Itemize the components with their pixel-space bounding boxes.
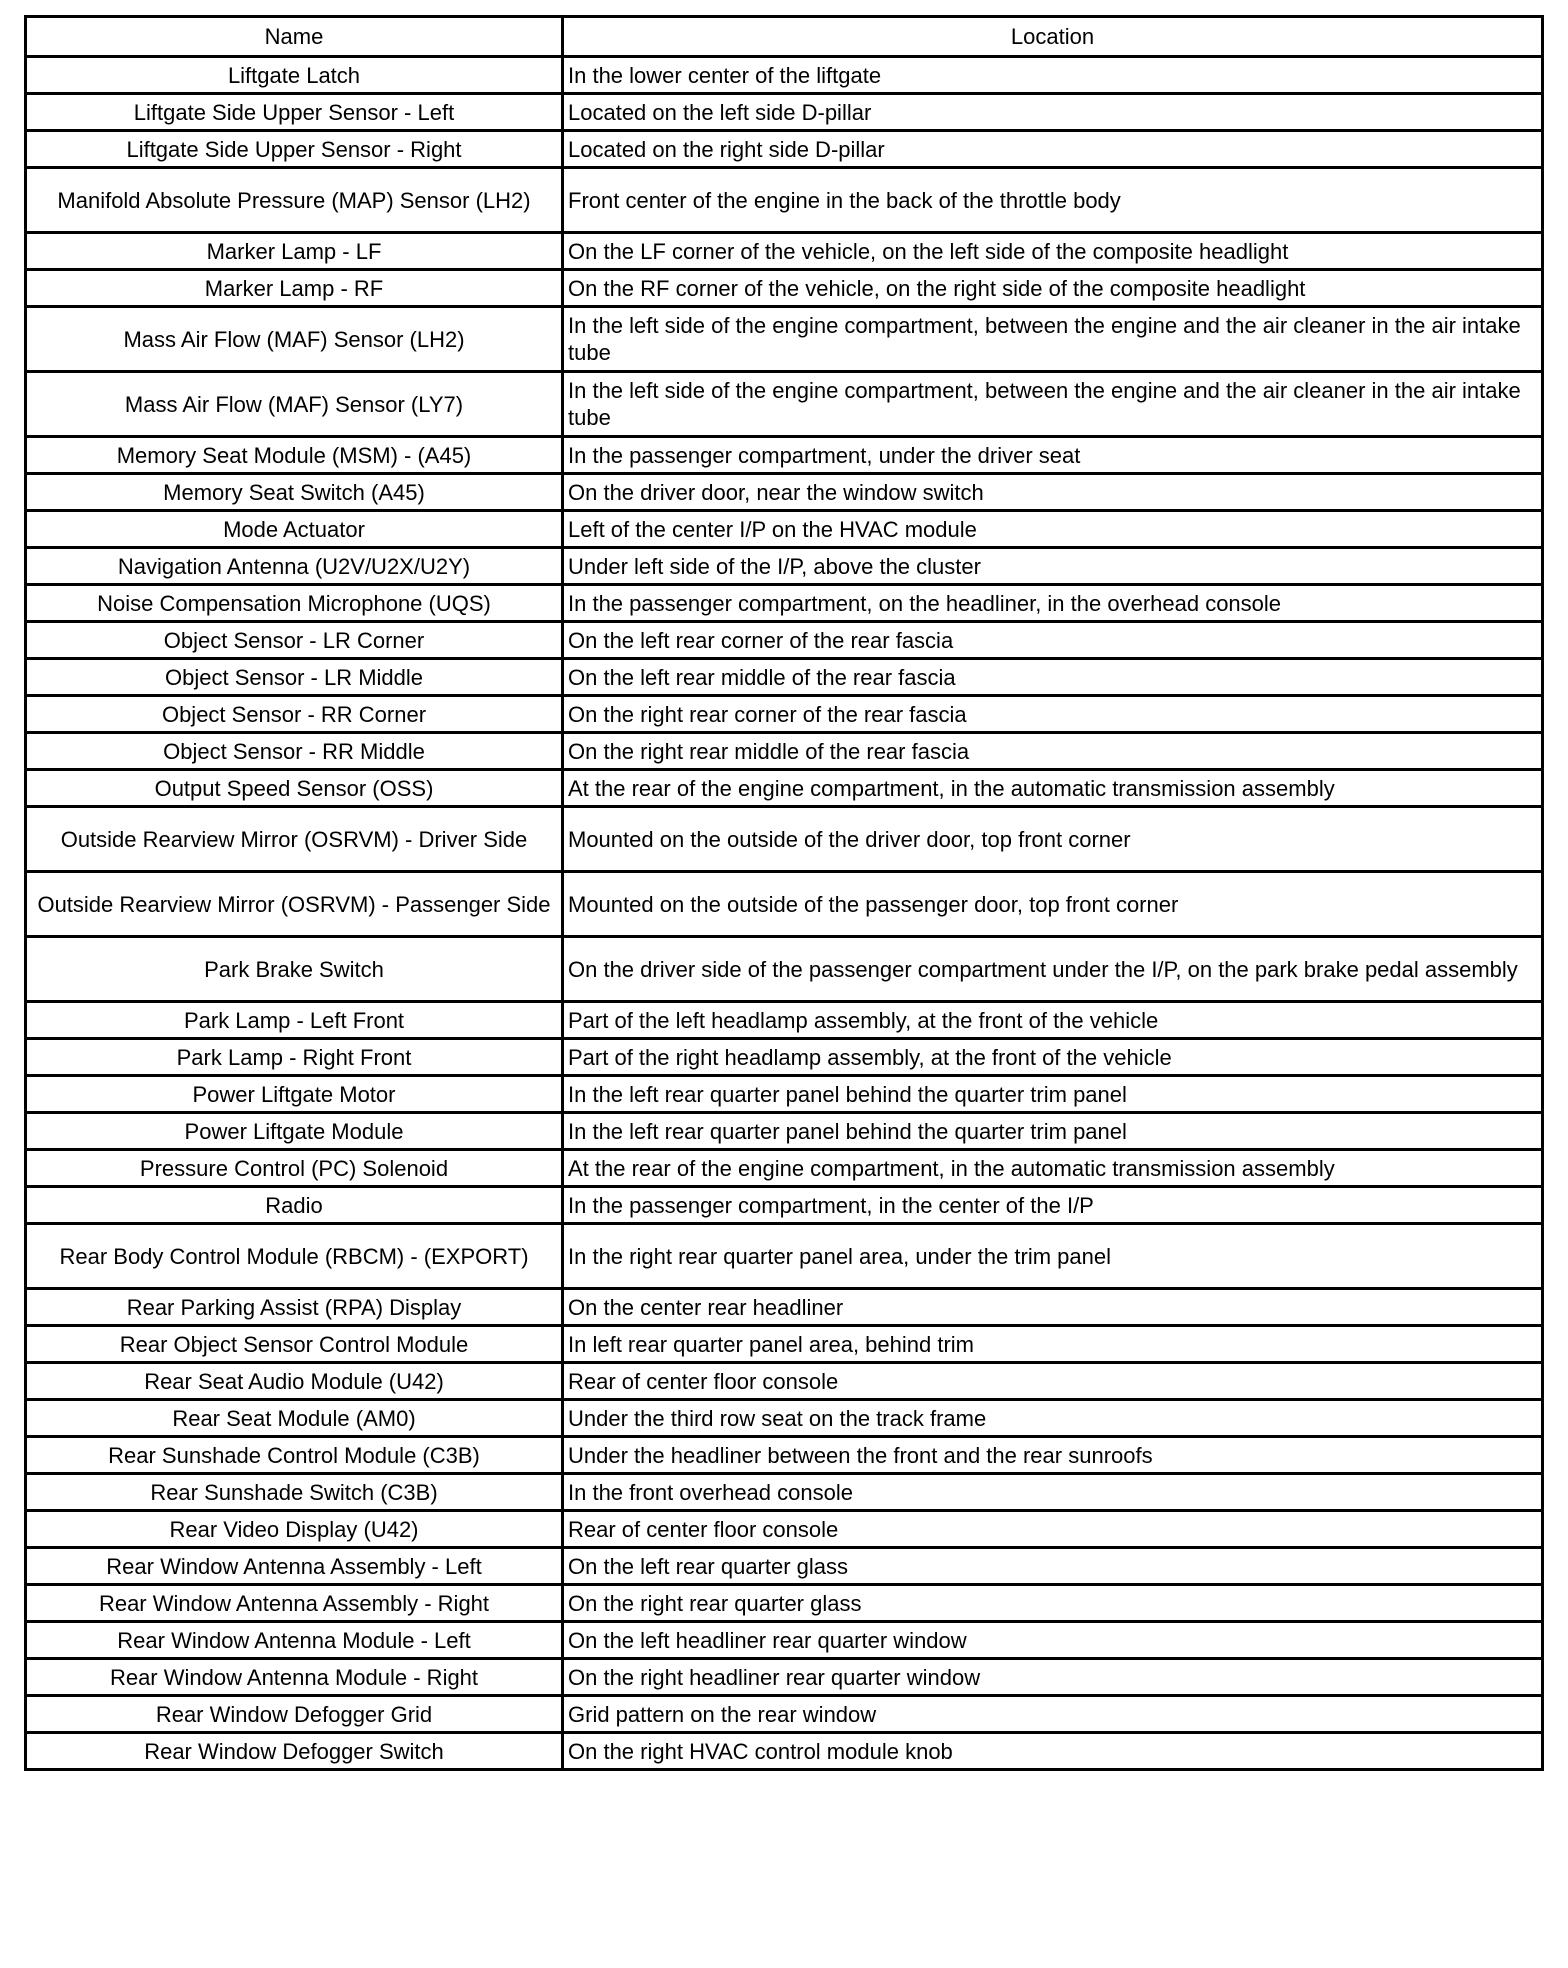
table-row <box>26 585 1543 622</box>
table-row <box>26 131 1543 168</box>
component-name: Mode Actuator <box>26 511 563 548</box>
component-location: In the left rear quarter panel behind the quarter trim panel <box>563 1076 1543 1113</box>
component-name: Rear Body Control Module (RBCM) - (EXPORT) <box>26 1224 563 1289</box>
component-name: Power Liftgate Motor <box>26 1076 563 1113</box>
table-row <box>26 622 1543 659</box>
header-location: Location <box>563 17 1543 57</box>
component-location: On the driver door, near the window switch <box>563 474 1543 511</box>
component-location: Mounted on the outside of the passenger door, top front corner <box>563 872 1543 937</box>
component-location: In the front overhead console <box>563 1474 1543 1511</box>
component-name: Object Sensor - RR Corner <box>26 696 563 733</box>
component-location: In left rear quarter panel area, behind trim <box>563 1326 1543 1363</box>
component-location: On the left rear middle of the rear fascia <box>563 659 1543 696</box>
table-row <box>26 696 1543 733</box>
table-row <box>26 1113 1543 1150</box>
component-name: Object Sensor - LR Middle <box>26 659 563 696</box>
component-name: Liftgate Side Upper Sensor - Left <box>26 94 563 131</box>
component-location: At the rear of the engine compartment, in the automatic transmission assembly <box>563 770 1543 807</box>
table-row <box>26 770 1543 807</box>
component-name: Memory Seat Switch (A45) <box>26 474 563 511</box>
table-row <box>26 270 1543 307</box>
table-row <box>26 372 1543 437</box>
component-name: Manifold Absolute Pressure (MAP) Sensor (LH2) <box>26 168 563 233</box>
component-location: Front center of the engine in the back of the throttle body <box>563 168 1543 233</box>
component-location-table <box>24 15 1544 1771</box>
table-row <box>26 807 1543 872</box>
table-row <box>26 1326 1543 1363</box>
component-location: Part of the right headlamp assembly, at the front of the vehicle <box>563 1039 1543 1076</box>
table-row <box>26 937 1543 1002</box>
component-name: Object Sensor - LR Corner <box>26 622 563 659</box>
component-name: Liftgate Latch <box>26 57 563 94</box>
table-row <box>26 474 1543 511</box>
component-location: On the left rear corner of the rear fascia <box>563 622 1543 659</box>
component-name: Park Lamp - Left Front <box>26 1002 563 1039</box>
component-name: Rear Seat Module (AM0) <box>26 1400 563 1437</box>
component-location: On the left rear quarter glass <box>563 1548 1543 1585</box>
table-row <box>26 168 1543 233</box>
table-row <box>26 733 1543 770</box>
table-row <box>26 1224 1543 1289</box>
component-name: Rear Window Antenna Module - Left <box>26 1622 563 1659</box>
header-name: Name <box>26 17 563 57</box>
table-row <box>26 1733 1543 1770</box>
table-row <box>26 1400 1543 1437</box>
component-name: Rear Sunshade Control Module (C3B) <box>26 1437 563 1474</box>
component-location: Rear of center floor console <box>563 1363 1543 1400</box>
component-name: Memory Seat Module (MSM) - (A45) <box>26 437 563 474</box>
table-row <box>26 1511 1543 1548</box>
component-location: On the right HVAC control module knob <box>563 1733 1543 1770</box>
component-location: Under left side of the I/P, above the cluster <box>563 548 1543 585</box>
table-row <box>26 1585 1543 1622</box>
table-row <box>26 233 1543 270</box>
component-name: Outside Rearview Mirror (OSRVM) - Driver Side <box>26 807 563 872</box>
component-location: Left of the center I/P on the HVAC module <box>563 511 1543 548</box>
component-location: On the driver side of the passenger compartment under the I/P, on the park brake pedal assembly <box>563 937 1543 1002</box>
component-location: Rear of center floor console <box>563 1511 1543 1548</box>
table-row <box>26 659 1543 696</box>
header-row <box>26 17 1543 57</box>
table-row <box>26 1474 1543 1511</box>
table-row <box>26 57 1543 94</box>
table-row <box>26 1187 1543 1224</box>
component-name: Park Lamp - Right Front <box>26 1039 563 1076</box>
component-location: In the passenger compartment, on the headliner, in the overhead console <box>563 585 1543 622</box>
component-name: Liftgate Side Upper Sensor - Right <box>26 131 563 168</box>
component-name: Radio <box>26 1187 563 1224</box>
table-row <box>26 1437 1543 1474</box>
component-name: Marker Lamp - LF <box>26 233 563 270</box>
table-row <box>26 94 1543 131</box>
component-location: Located on the left side D-pillar <box>563 94 1543 131</box>
component-location: On the center rear headliner <box>563 1289 1543 1326</box>
component-name: Rear Parking Assist (RPA) Display <box>26 1289 563 1326</box>
component-name: Mass Air Flow (MAF) Sensor (LY7) <box>26 372 563 437</box>
component-name: Marker Lamp - RF <box>26 270 563 307</box>
component-name: Rear Seat Audio Module (U42) <box>26 1363 563 1400</box>
component-name: Rear Window Antenna Module - Right <box>26 1659 563 1696</box>
component-name: Rear Object Sensor Control Module <box>26 1326 563 1363</box>
table-row <box>26 1363 1543 1400</box>
component-name: Noise Compensation Microphone (UQS) <box>26 585 563 622</box>
component-name: Park Brake Switch <box>26 937 563 1002</box>
component-location: Part of the left headlamp assembly, at the front of the vehicle <box>563 1002 1543 1039</box>
component-name: Power Liftgate Module <box>26 1113 563 1150</box>
table-row <box>26 1002 1543 1039</box>
table-row <box>26 1659 1543 1696</box>
component-location: In the right rear quarter panel area, under the trim panel <box>563 1224 1543 1289</box>
component-location: In the left side of the engine compartment, between the engine and the air cleaner in the air intake tube <box>563 307 1543 372</box>
component-location: On the right rear middle of the rear fascia <box>563 733 1543 770</box>
component-name: Rear Window Defogger Grid <box>26 1696 563 1733</box>
component-name: Pressure Control (PC) Solenoid <box>26 1150 563 1187</box>
component-name: Rear Window Antenna Assembly - Left <box>26 1548 563 1585</box>
table-row <box>26 307 1543 372</box>
table-row <box>26 1622 1543 1659</box>
component-location: On the RF corner of the vehicle, on the right side of the composite headlight <box>563 270 1543 307</box>
component-name: Object Sensor - RR Middle <box>26 733 563 770</box>
component-location: At the rear of the engine compartment, in the automatic transmission assembly <box>563 1150 1543 1187</box>
component-location: Located on the right side D-pillar <box>563 131 1543 168</box>
component-location: On the LF corner of the vehicle, on the left side of the composite headlight <box>563 233 1543 270</box>
component-location: Mounted on the outside of the driver door, top front corner <box>563 807 1543 872</box>
component-location: On the left headliner rear quarter window <box>563 1622 1543 1659</box>
table-row <box>26 1150 1543 1187</box>
component-name: Rear Video Display (U42) <box>26 1511 563 1548</box>
table-row <box>26 872 1543 937</box>
table-row <box>26 511 1543 548</box>
component-location: In the passenger compartment, in the center of the I/P <box>563 1187 1543 1224</box>
component-name: Rear Window Antenna Assembly - Right <box>26 1585 563 1622</box>
component-location: In the left side of the engine compartment, between the engine and the air cleaner in the air intake tube <box>563 372 1543 437</box>
table-row <box>26 548 1543 585</box>
component-name: Output Speed Sensor (OSS) <box>26 770 563 807</box>
component-name: Navigation Antenna (U2V/U2X/U2Y) <box>26 548 563 585</box>
table-row <box>26 1289 1543 1326</box>
table-row <box>26 1548 1543 1585</box>
component-location: Under the third row seat on the track frame <box>563 1400 1543 1437</box>
component-location: Under the headliner between the front and the rear sunroofs <box>563 1437 1543 1474</box>
component-location: On the right headliner rear quarter window <box>563 1659 1543 1696</box>
component-location: In the passenger compartment, under the driver seat <box>563 437 1543 474</box>
table-row <box>26 1696 1543 1733</box>
component-location: In the left rear quarter panel behind the quarter trim panel <box>563 1113 1543 1150</box>
table-row <box>26 437 1543 474</box>
component-location: On the right rear quarter glass <box>563 1585 1543 1622</box>
component-name: Rear Sunshade Switch (C3B) <box>26 1474 563 1511</box>
component-name: Outside Rearview Mirror (OSRVM) - Passenger Side <box>26 872 563 937</box>
component-location: On the right rear corner of the rear fascia <box>563 696 1543 733</box>
component-name: Mass Air Flow (MAF) Sensor (LH2) <box>26 307 563 372</box>
component-location: Grid pattern on the rear window <box>563 1696 1543 1733</box>
table-row <box>26 1076 1543 1113</box>
table-row <box>26 1039 1543 1076</box>
component-name: Rear Window Defogger Switch <box>26 1733 563 1770</box>
component-location: In the lower center of the liftgate <box>563 57 1543 94</box>
